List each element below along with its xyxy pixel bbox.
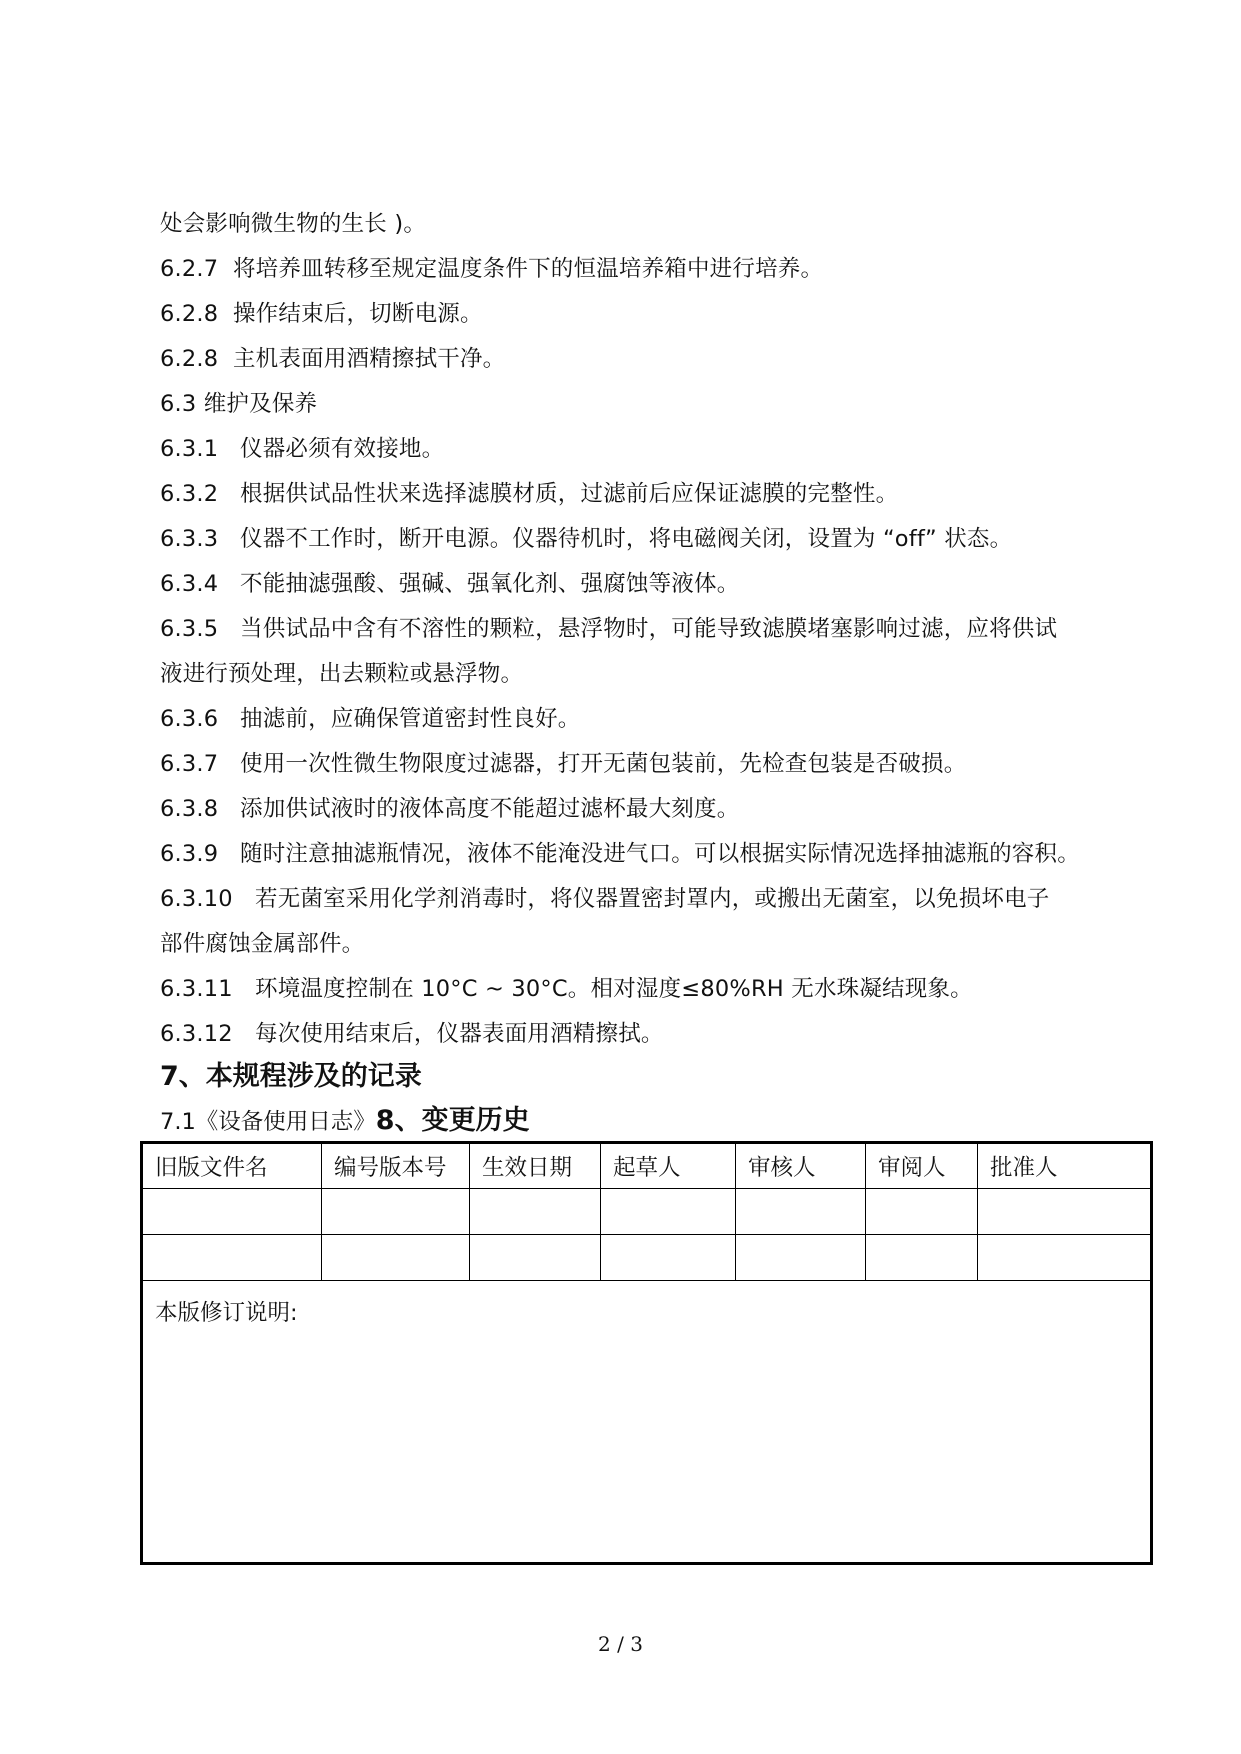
clause-number: 6.3.8 [160, 796, 219, 822]
line-text: 操作结束后，切断电源。 [232, 301, 483, 327]
header-cell: 审阅人 [866, 1143, 978, 1189]
table-cell[interactable] [736, 1235, 866, 1281]
line-11 [160, 659, 523, 689]
table-cell[interactable] [142, 1235, 322, 1281]
revision-note-label: 本版修订说明: [155, 1300, 298, 1326]
revision-note-cell[interactable] [142, 1281, 1152, 1564]
clause-number: 6.3.5 [160, 616, 219, 642]
table-cell[interactable] [142, 1189, 322, 1235]
header-cell: 编号版本号 [322, 1143, 470, 1189]
clause-number: 6.3.9 [160, 841, 219, 867]
line-13 [160, 749, 966, 779]
line-text: 部件腐蚀金属部件。 [160, 931, 365, 957]
clause-number: 6.3.10 [160, 886, 233, 912]
line-text: 主机表面用酒精擦拭干净。 [232, 346, 506, 372]
table-cell[interactable] [322, 1235, 470, 1281]
line-text: 仪器必须有效接地。 [240, 436, 445, 462]
table-cell[interactable] [470, 1189, 601, 1235]
line-text: 仪器不工作时，断开电源。仪器待机时，将电磁阀关闭，设置为 “off” 状态。 [240, 526, 1013, 552]
clause-number: 6.3.12 [160, 1021, 233, 1047]
line-text: 抽滤前，应确保管道密封性良好。 [240, 706, 581, 732]
line-15 [160, 839, 1080, 869]
line-text: 处会影响微生物的生长 )。 [160, 211, 427, 237]
line-6 [160, 434, 444, 464]
table-cell[interactable] [978, 1189, 1152, 1235]
line-text: 根据供试品性状来选择滤膜材质，过滤前后应保证滤膜的完整性。 [240, 481, 899, 507]
clause-number: 6.3.11 [160, 976, 233, 1002]
clause-number: 6.2.8 [160, 301, 219, 327]
header-cell: 起草人 [601, 1143, 736, 1189]
table-header-row [142, 1143, 1152, 1189]
section-71-line [160, 1104, 530, 1139]
line-1 [160, 209, 426, 239]
line-text: 添加供试液时的液体高度不能超过滤杯最大刻度。 [240, 796, 740, 822]
table-row [142, 1235, 1152, 1281]
clause-number: 6.3.6 [160, 706, 219, 732]
page-number: 2 / 3 [598, 1632, 643, 1656]
table-cell[interactable] [978, 1235, 1152, 1281]
clause-number: 6.3.4 [160, 571, 219, 597]
section-8-heading: 8、变更历史 [375, 1105, 530, 1136]
clause-number: 6.3.1 [160, 436, 219, 462]
table-cell[interactable] [736, 1189, 866, 1235]
line-8 [160, 524, 1012, 554]
line-16 [160, 884, 1050, 914]
clause-number: 6.3.7 [160, 751, 219, 777]
line-18 [160, 974, 973, 1004]
line-3 [160, 299, 483, 329]
table-cell[interactable] [470, 1235, 601, 1281]
revision-history-table [140, 1141, 1153, 1565]
line-14 [160, 794, 739, 824]
header-cell: 旧版文件名 [142, 1143, 322, 1189]
clause-number: 6.3.2 [160, 481, 219, 507]
line-19 [160, 1019, 664, 1049]
line-17 [160, 929, 364, 959]
line-text: 环境温度控制在 10°C ~ 30°C。相对湿度≤80%RH 无水珠凝结现象。 [255, 976, 973, 1002]
table-cell[interactable] [601, 1189, 736, 1235]
table-cell[interactable] [866, 1235, 978, 1281]
line-12 [160, 704, 581, 734]
section-7-heading: 7、本规程涉及的记录 [160, 1061, 422, 1092]
revision-note-row [142, 1281, 1152, 1564]
line-text: 液进行预处理，出去颗粒或悬浮物。 [160, 661, 524, 687]
line-text: 若无菌室采用化学剂消毒时，将仪器置密封罩内，或搬出无菌室，以免损坏电子 [255, 886, 1050, 912]
header-cell: 批准人 [978, 1143, 1152, 1189]
line-text: 使用一次性微生物限度过滤器，打开无菌包装前，先检查包装是否破损。 [240, 751, 967, 777]
table-cell[interactable] [601, 1235, 736, 1281]
line-2 [160, 254, 823, 284]
line-text: 当供试品中含有不溶性的颗粒，悬浮物时，可能导致滤膜堵塞影响过滤，应将供试 [240, 616, 1058, 642]
table-cell[interactable] [322, 1189, 470, 1235]
record-item: 7.1《设备使用日志》 [160, 1109, 376, 1135]
line-9 [160, 569, 739, 599]
table-row [142, 1189, 1152, 1235]
line-5 [160, 389, 317, 419]
line-text: 6.3 维护及保养 [160, 391, 318, 417]
line-7 [160, 479, 898, 509]
line-text: 不能抽滤强酸、强碱、强氧化剂、强腐蚀等液体。 [240, 571, 740, 597]
header-cell: 生效日期 [470, 1143, 601, 1189]
clause-number: 6.3.3 [160, 526, 219, 552]
line-text: 将培养皿转移至规定温度条件下的恒温培养箱中进行培养。 [232, 256, 824, 282]
line-4 [160, 344, 505, 374]
header-cell: 审核人 [736, 1143, 866, 1189]
line-text: 每次使用结束后，仪器表面用酒精擦拭。 [255, 1021, 664, 1047]
clause-number: 6.2.8 [160, 346, 219, 372]
line-10 [160, 614, 1057, 644]
line-text: 随时注意抽滤瓶情况，液体不能淹没进气口。可以根据实际情况选择抽滤瓶的容积。 [240, 841, 1080, 867]
table-cell[interactable] [866, 1189, 978, 1235]
clause-number: 6.2.7 [160, 256, 219, 282]
